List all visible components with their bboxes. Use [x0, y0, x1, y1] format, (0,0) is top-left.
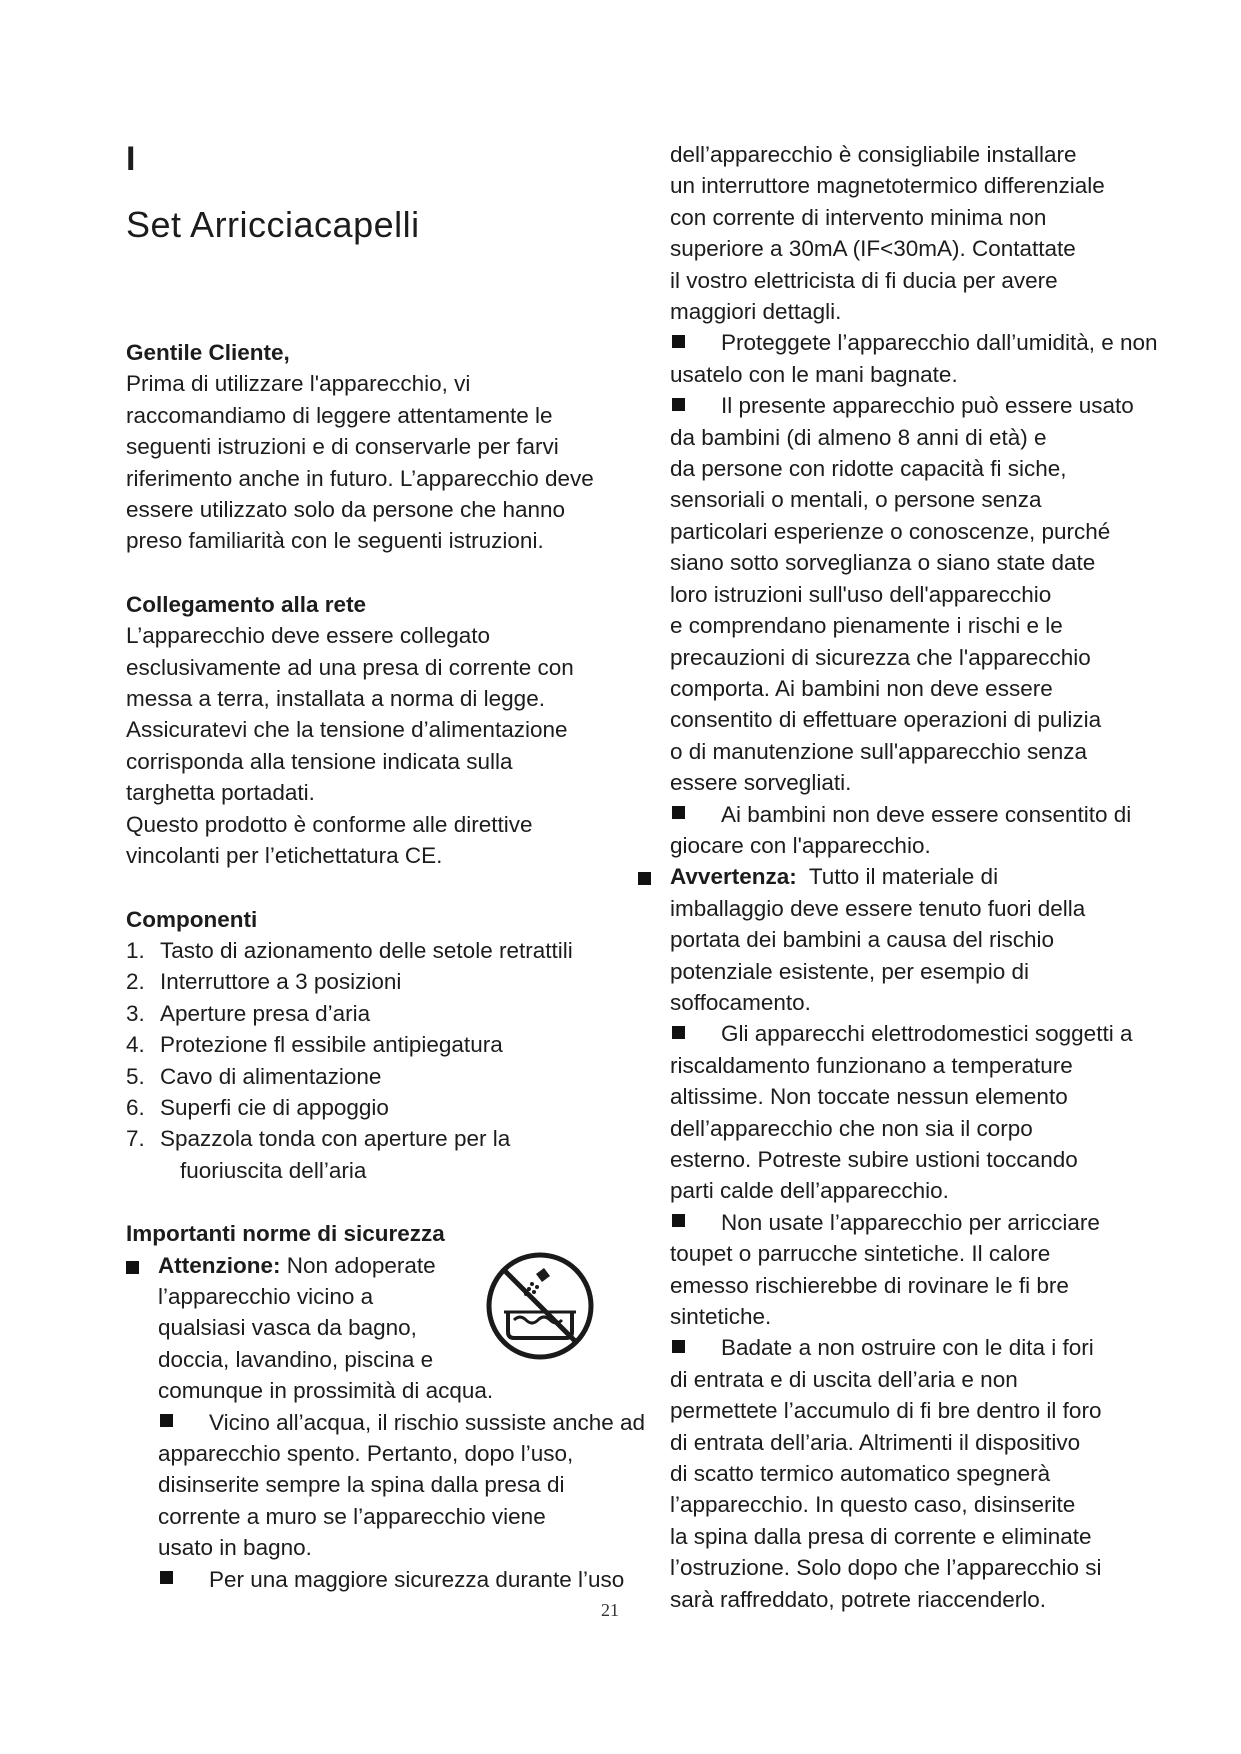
attention-line: doccia, lavandino, piscina e [158, 1346, 434, 1372]
list-item [126, 1092, 646, 1123]
attention-text: Non adoperate [286, 1252, 436, 1278]
continued-line: con corrente di intervento minima non [670, 204, 1047, 230]
item-text: Aperture presa d’aria [160, 1000, 371, 1026]
children-line: siano sotto sorveglianza o siano state date [670, 550, 1096, 576]
item-number: 5. [126, 1063, 145, 1089]
left-column [126, 337, 646, 1595]
continued-line: maggiori dettagli. [670, 299, 842, 325]
greeting-line: seguenti istruzioni e di conservarle per farvi [126, 434, 559, 460]
vents-line: di entrata dell’aria. Altrimenti il dispositivo [670, 1429, 1081, 1455]
greeting-line: riferimento anche in futuro. L’apparecchio deve [126, 465, 594, 491]
humidity-line: usatelo con le mani bagnate. [670, 361, 958, 387]
continued-line: dell’apparecchio è consigliabile installare [670, 142, 1077, 167]
square-bullet-icon [160, 1414, 173, 1427]
near-water-paragraph [126, 1407, 646, 1564]
humidity-paragraph [670, 327, 1170, 390]
item-text: Protezione fl essibile antipiegatura [160, 1032, 503, 1058]
greeting-line: Prima di utilizzare l'apparecchio, vi [126, 371, 471, 397]
list-item [126, 935, 646, 966]
item-number: 1. [126, 937, 145, 963]
list-item [126, 1061, 646, 1092]
warning-line: potenziale esistente, per esempio di [670, 958, 1029, 984]
heat-line: altissime. Non toccate nessun elemento [670, 1084, 1068, 1110]
components-section [126, 904, 646, 1187]
vents-line: l’apparecchio. In questo caso, disinserite [670, 1492, 1076, 1518]
wigs-paragraph [670, 1207, 1170, 1333]
children-line: consentito di effettuare operazioni di pulizia [670, 707, 1102, 733]
children-line: loro istruzioni sull'uso dell'apparecchio [670, 581, 1052, 607]
heat-line: riscaldamento funzionano a temperature [670, 1052, 1073, 1078]
no-play-paragraph [670, 799, 1170, 862]
heat-line: esterno. Potreste subire ustioni toccando [670, 1147, 1078, 1172]
attention-line: l’apparecchio vicino a [158, 1283, 374, 1309]
greeting-line: essere utilizzato solo da persone che hanno [126, 497, 566, 523]
list-item [126, 1123, 646, 1186]
item-text: Superfi cie di appoggio [160, 1094, 389, 1120]
near-water-line: corrente a muro se l’apparecchio viene [158, 1503, 546, 1529]
item-text: Tasto di azionamento delle setole retrattili [160, 937, 573, 963]
children-line: sensoriali o mentali, o persone senza [670, 487, 1042, 513]
children-line: da bambini (di almeno 8 anni di età) e [670, 424, 1047, 450]
children-text: Il presente apparecchio può essere usato [721, 393, 1134, 419]
attention-line: comunque in prossimità di acqua. [158, 1378, 494, 1404]
no-play-line: giocare con l'apparecchio. [670, 832, 931, 858]
square-bullet-icon [672, 1214, 685, 1227]
greeting-line: raccomandiamo di leggere attentamente le [126, 402, 553, 428]
connection-line: Assicuratevi che la tensione d’alimentazione [126, 717, 568, 743]
heat-line: parti calde dell’apparecchio. [670, 1178, 949, 1204]
greeting-heading: Gentile Cliente, [126, 340, 290, 365]
warning-line: imballaggio deve essere tenuto fuori della [670, 895, 1086, 921]
square-bullet-icon [672, 335, 685, 348]
wigs-line: emesso rischierebbe di rovinare le fi bre [670, 1272, 1069, 1298]
list-item [126, 966, 646, 997]
item-number: 4. [126, 1032, 145, 1058]
page-number: 21 [601, 1600, 619, 1620]
warning-line: portata dei bambini a causa del rischio [670, 927, 1054, 953]
warning-text: Tutto il materiale di [808, 864, 999, 890]
square-bullet-icon [672, 1026, 685, 1039]
square-bullet-icon [672, 806, 685, 819]
vents-line: di scatto termico automatico spegnerà [670, 1461, 1051, 1487]
children-line: o di manutenzione sull'apparecchio senza [670, 738, 1088, 764]
children-line: comporta. Ai bambini non deve essere [670, 675, 1053, 701]
connection-line: vincolanti per l’etichettatura CE. [126, 843, 443, 869]
language-code: I [126, 140, 136, 178]
greeting-section [126, 337, 646, 557]
square-bullet-icon [672, 398, 685, 411]
extra-safety-paragraph [126, 1564, 646, 1595]
item-number: 2. [126, 969, 145, 995]
item-number: 6. [126, 1094, 145, 1120]
components-list [126, 935, 646, 1186]
continued-line: superiore a 30mA (IF<30mA). Contattate [670, 236, 1076, 262]
children-line: particolari esperienze o conoscenze, purché [670, 518, 1111, 544]
near-water-line: usato in bagno. [158, 1535, 312, 1561]
square-bullet-icon [638, 872, 651, 885]
heat-paragraph [670, 1018, 1170, 1206]
item-text: Interruttore a 3 posizioni [160, 969, 402, 995]
item-number: 7. [126, 1126, 145, 1152]
humidity-text: Proteggete l’apparecchio dall’umidità, e non [721, 330, 1158, 356]
vents-line: la spina dalla presa di corrente e eliminate [670, 1523, 1092, 1549]
vents-line: di entrata e di uscita dell’aria e non [670, 1366, 1018, 1392]
connection-heading: Collegamento alla rete [126, 591, 367, 617]
wigs-text: Non usate l’apparecchio per arricciare [721, 1209, 1100, 1235]
connection-line: messa a terra, installata a norma di legge. [126, 686, 545, 712]
connection-line: corrisponda alla tensione indicata sulla [126, 748, 513, 774]
vents-paragraph [670, 1332, 1170, 1615]
children-line: e comprendano pienamente i rischi e le [670, 613, 1063, 639]
near-water-line: disinserite sempre la spina dalla presa di [158, 1472, 565, 1498]
square-bullet-icon [160, 1571, 173, 1584]
extra-safety-text: Per una maggiore sicurezza durante l’uso [209, 1566, 625, 1592]
connection-line: esclusivamente ad una presa di corrente con [126, 654, 574, 680]
wigs-line: toupet o parrucche sintetiche. Il calore [670, 1241, 1051, 1267]
vents-line: l’ostruzione. Solo dopo che l’apparecchio si [670, 1555, 1102, 1581]
attention-label: Attenzione: [158, 1252, 281, 1278]
item-text: Spazzola tonda con aperture per la [160, 1126, 511, 1152]
warning-label: Avvertenza: [670, 864, 797, 890]
no-play-text: Ai bambini non deve essere consentito di [721, 801, 1132, 827]
children-line: precauzioni di sicurezza che l'apparecchio [670, 644, 1091, 670]
near-water-line: apparecchio spento. Pertanto, dopo l’uso, [158, 1441, 574, 1466]
greeting-line: preso familiarità con le seguenti istruzioni. [126, 528, 544, 554]
components-heading: Componenti [126, 906, 258, 932]
children-line: essere sorvegliati. [670, 770, 852, 796]
children-line: da persone con ridotte capacità fi siche, [670, 456, 1067, 482]
right-column [670, 139, 1170, 1615]
item-text-continued: fuoriuscita dell’aria [180, 1157, 367, 1183]
item-text: Cavo di alimentazione [160, 1063, 382, 1089]
wigs-line: sintetiche. [670, 1304, 772, 1330]
heat-line: dell’apparecchio che non sia il corpo [670, 1115, 1033, 1141]
item-number: 3. [126, 1000, 145, 1026]
warning-line: soffocamento. [670, 989, 811, 1015]
vents-text: Badate a non ostruire con le dita i fori [721, 1335, 1094, 1361]
connection-line: targhetta portadati. [126, 780, 315, 806]
square-bullet-icon [672, 1340, 685, 1353]
children-paragraph [670, 390, 1170, 798]
continued-line: un interruttore magnetotermico differenziale [670, 173, 1105, 199]
page-title: Set Arricciacapelli [126, 204, 420, 245]
vents-line: sarà raffreddato, potrete riaccenderlo. [670, 1586, 1047, 1612]
connection-line: Questo prodotto è conforme alle direttive [126, 811, 533, 837]
list-item [126, 1029, 646, 1060]
attention-line: qualsiasi vasca da bagno, [158, 1315, 417, 1341]
connection-section [126, 589, 646, 872]
square-bullet-icon [126, 1261, 139, 1274]
warning-paragraph [638, 861, 1170, 1018]
connection-line: L’apparecchio deve essere collegato [126, 623, 490, 649]
near-water-text: Vicino all’acqua, il rischio sussiste anche ad [209, 1409, 646, 1435]
list-item [126, 998, 646, 1029]
continued-line: il vostro elettricista di fi ducia per avere [670, 267, 1058, 293]
vents-line: permettete l’accumulo di fi bre dentro il foro [670, 1398, 1102, 1424]
safety-heading: Importanti norme di sicurezza [126, 1221, 445, 1247]
heat-text: Gli apparecchi elettrodomestici soggetti a [721, 1021, 1133, 1047]
no-water-bath-icon [484, 1250, 596, 1362]
